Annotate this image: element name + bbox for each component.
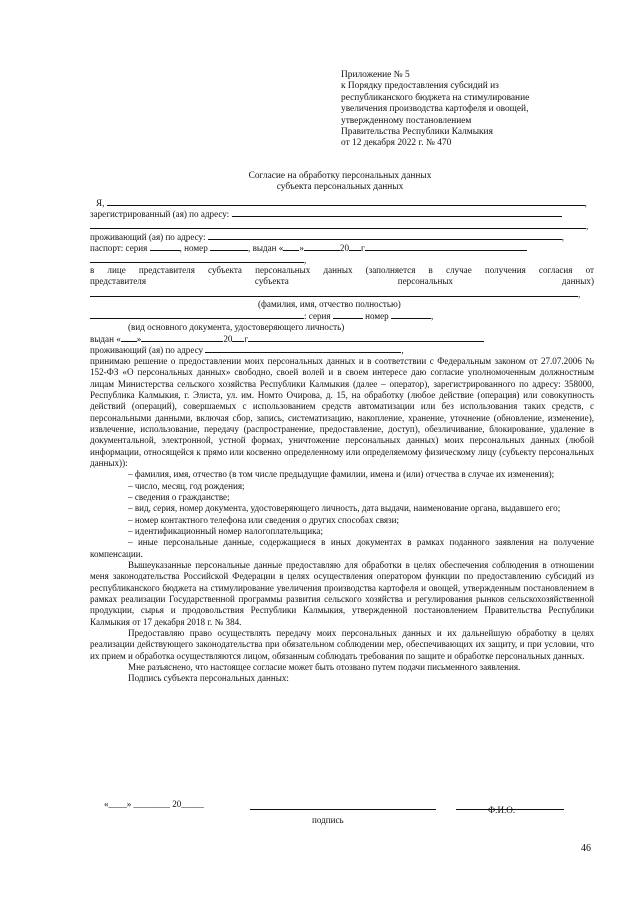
appendix-line: Правительства Республики Калмыкия (341, 127, 493, 138)
list-item: – идентификационный номер налогоплательщика; (128, 525, 323, 536)
list-item: – номер контактного телефона или сведения о других способах связи; (128, 514, 400, 525)
representative-line-1: в лице представителя субъекта персональных данных (заполняется в случае получения согласия от (90, 265, 594, 276)
appendix-header (341, 70, 601, 150)
signature-date-field[interactable]: «____» ________ 20_____ (104, 799, 205, 809)
issued-year-field[interactable] (349, 242, 361, 251)
rep-living-address-field[interactable] (205, 344, 401, 353)
consent-paragraph-4: Мне разъяснено, что настоящее согласие может быть отозвано путем подачи письменного заявления. (128, 662, 521, 673)
year-prefix: 20 (339, 243, 349, 254)
passport-number-field[interactable] (210, 242, 248, 251)
consent-paragraph-3: Предоставляю право осуществлять передачу моих персональных данных и их дальнейшую обработку в целях реализации действующего законодательства при обязательном соблюдении мер, обеспечивающих их защиту, и при условии, что их прием и обработка осуществляются лицом, обязанным соблюдать требования по защите и обработке персональных данных. (90, 628, 594, 661)
name-field[interactable] (107, 197, 585, 206)
passport-series-label: паспорт: серия (90, 243, 148, 254)
passport-series-field[interactable] (150, 242, 180, 251)
representative-line-2: представителя субъекта персональных данных) (90, 276, 594, 287)
registered-address-field[interactable] (232, 208, 562, 217)
appendix-line: от 12 декабря 2022 г. № 470 (341, 138, 452, 149)
title-line-2: субъекта персональных данных (276, 182, 404, 193)
number-label: , номер (179, 243, 208, 254)
issued-day-field[interactable] (283, 242, 299, 251)
consent-body (90, 197, 594, 685)
number2-label: номер (365, 311, 389, 322)
appendix-line: утвержденному постановлением (341, 115, 472, 126)
field-row-rep-issued (90, 333, 594, 344)
fio-caption: (фамилия, имя, отчество полностью) (258, 299, 401, 310)
consent-paragraph-2: Вышеуказанные персональные данные предоставляю для обработки в целях обеспечения соблюдения в отношении меня законодательства Российской Федерации в целях осуществления оператором функции по предоставлению субсидий из республиканского бюджета на стимулирование увеличения производства картофеля и овощей, утвержденным постановлением в рамках реализации Государственной программы развития сельского хозяйства и регулирования рынков сельскохозяйственной продукции, сырья и продовольствия Республики Калмыкия, утвержденной постановлением Правительства Республики Калмыкия от 17 декабря 2018 г. № 384. (90, 560, 594, 627)
registered-label: зарегистрированный (ая) по адресу: (90, 209, 230, 220)
year-suffix-2: г (244, 334, 249, 345)
appendix-line: увеличения производства картофеля и овощей, (341, 104, 529, 115)
rep-issued-year-field[interactable] (232, 333, 244, 342)
consent-paragraph-1: принимаю решение о предоставлении моих персональных данных и в соответствии с Федеральным законом от 27.07.2006 № 152-ФЗ «О персональных данных» свободно, своей волей и в своем интересе даю согласие уполномоченным должностным лицам Министерства сельского хозяйства Республики Калмыкия (далее – оператор), зарегистрированного по адресу: 358000, Республика Калмыкия, г. Элиста, ул. им. Номто Очирова, д. 15, на обработку (любое действие (операция) или совокупность действий (операций), совершаемых с использованием средств автоматизации или без использования таких средств, с персональными данными, включая сбор, запись, систематизацию, накопление, хранение, уточнение (обновление, изменение), извлечение, использование, передачу (распространение, предоставление, доступ), обезличивание, блокирование, удаление в документальной, электронной, устной формах, уничтожение персональных данных) моих персональных данных (любой информации, относящейся к прямо или косвенно определенному или определяемому физическому лицу (субъекту персональных данных)): (90, 355, 594, 468)
issued-month-field[interactable] (304, 242, 340, 251)
appendix-line: республиканского бюджета на стимулирование (341, 92, 530, 103)
field-row-rep-living: проживающий (ая) по адресу , (90, 345, 404, 356)
field-row-registered-cont: , (90, 220, 594, 231)
field-row-passport (90, 242, 594, 253)
field-row-living: проживающий (ая) по адресу: , (90, 232, 565, 243)
year-suffix: г (360, 243, 365, 254)
rep-doc-series-field[interactable] (333, 310, 363, 319)
signature-caption: подпись (312, 815, 344, 825)
rep-issued-by-field[interactable] (248, 333, 484, 342)
field-row-registered (90, 208, 594, 219)
field-row-rep-fio: , (90, 288, 594, 299)
sign-intro: Подпись субъекта персональных данных: (128, 673, 289, 684)
page-number: 46 (581, 843, 591, 854)
quote-close: » (299, 243, 304, 254)
registered-address-cont-field[interactable] (90, 220, 586, 229)
representative-fio-field[interactable] (90, 288, 578, 297)
doc-caption: (вид основного документа, удостоверяющего личность) (128, 321, 345, 332)
field-row-passport-cont: , (90, 254, 594, 265)
year-prefix-2: 20 (223, 334, 233, 345)
appendix-line: Приложение № 5 (341, 70, 410, 80)
fio-caption-sig: Ф.И.О. (488, 805, 516, 815)
appendix-line: к Порядку предоставления субсидий из (341, 81, 499, 92)
signature-block (90, 797, 600, 833)
list-item: – иные персональные данные, содержащиеся в иных документах в рамках поданного заявления на получение компенсации. (90, 537, 594, 559)
list-item: – фамилия, имя, отчество (в том числе предыдущие фамилии, имена и (или) отчества в случае их изменения); (128, 469, 555, 480)
title-line-1: Согласие на обработку персональных данных (248, 171, 432, 181)
list-item: – число, месяц, год рождения; (128, 480, 245, 491)
list-item: – сведения о гражданстве; (128, 491, 230, 502)
rep-issued-day-field[interactable] (121, 333, 137, 342)
rep-doc-number-field[interactable] (391, 310, 431, 319)
living2-label: проживающий (ая) по адресу (90, 345, 204, 356)
living-address-field[interactable] (208, 231, 562, 240)
ya-label: Я, (96, 198, 105, 208)
issued2-label: выдан « (90, 334, 121, 345)
issued-label: , выдан « (248, 243, 284, 254)
living-label: проживающий (ая) по адресу: (90, 232, 206, 243)
series2-label: : серия (304, 311, 331, 322)
rep-issued-month-field[interactable] (141, 333, 223, 342)
rep-doc-type-field[interactable] (90, 310, 304, 319)
issued-by-cont-field[interactable] (90, 254, 304, 263)
field-row-rep-doc: : серия номер , (90, 310, 594, 321)
field-row-name: Я, , (96, 198, 587, 208)
issued-by-field[interactable] (365, 242, 527, 251)
quote-close-2: » (136, 334, 142, 345)
list-item: – вид, серия, номер документа, удостоверяющего личность, дата выдачи, наименование органа, выдавшего его; (128, 503, 561, 514)
signature-line[interactable] (250, 809, 436, 810)
document-title (90, 171, 590, 194)
